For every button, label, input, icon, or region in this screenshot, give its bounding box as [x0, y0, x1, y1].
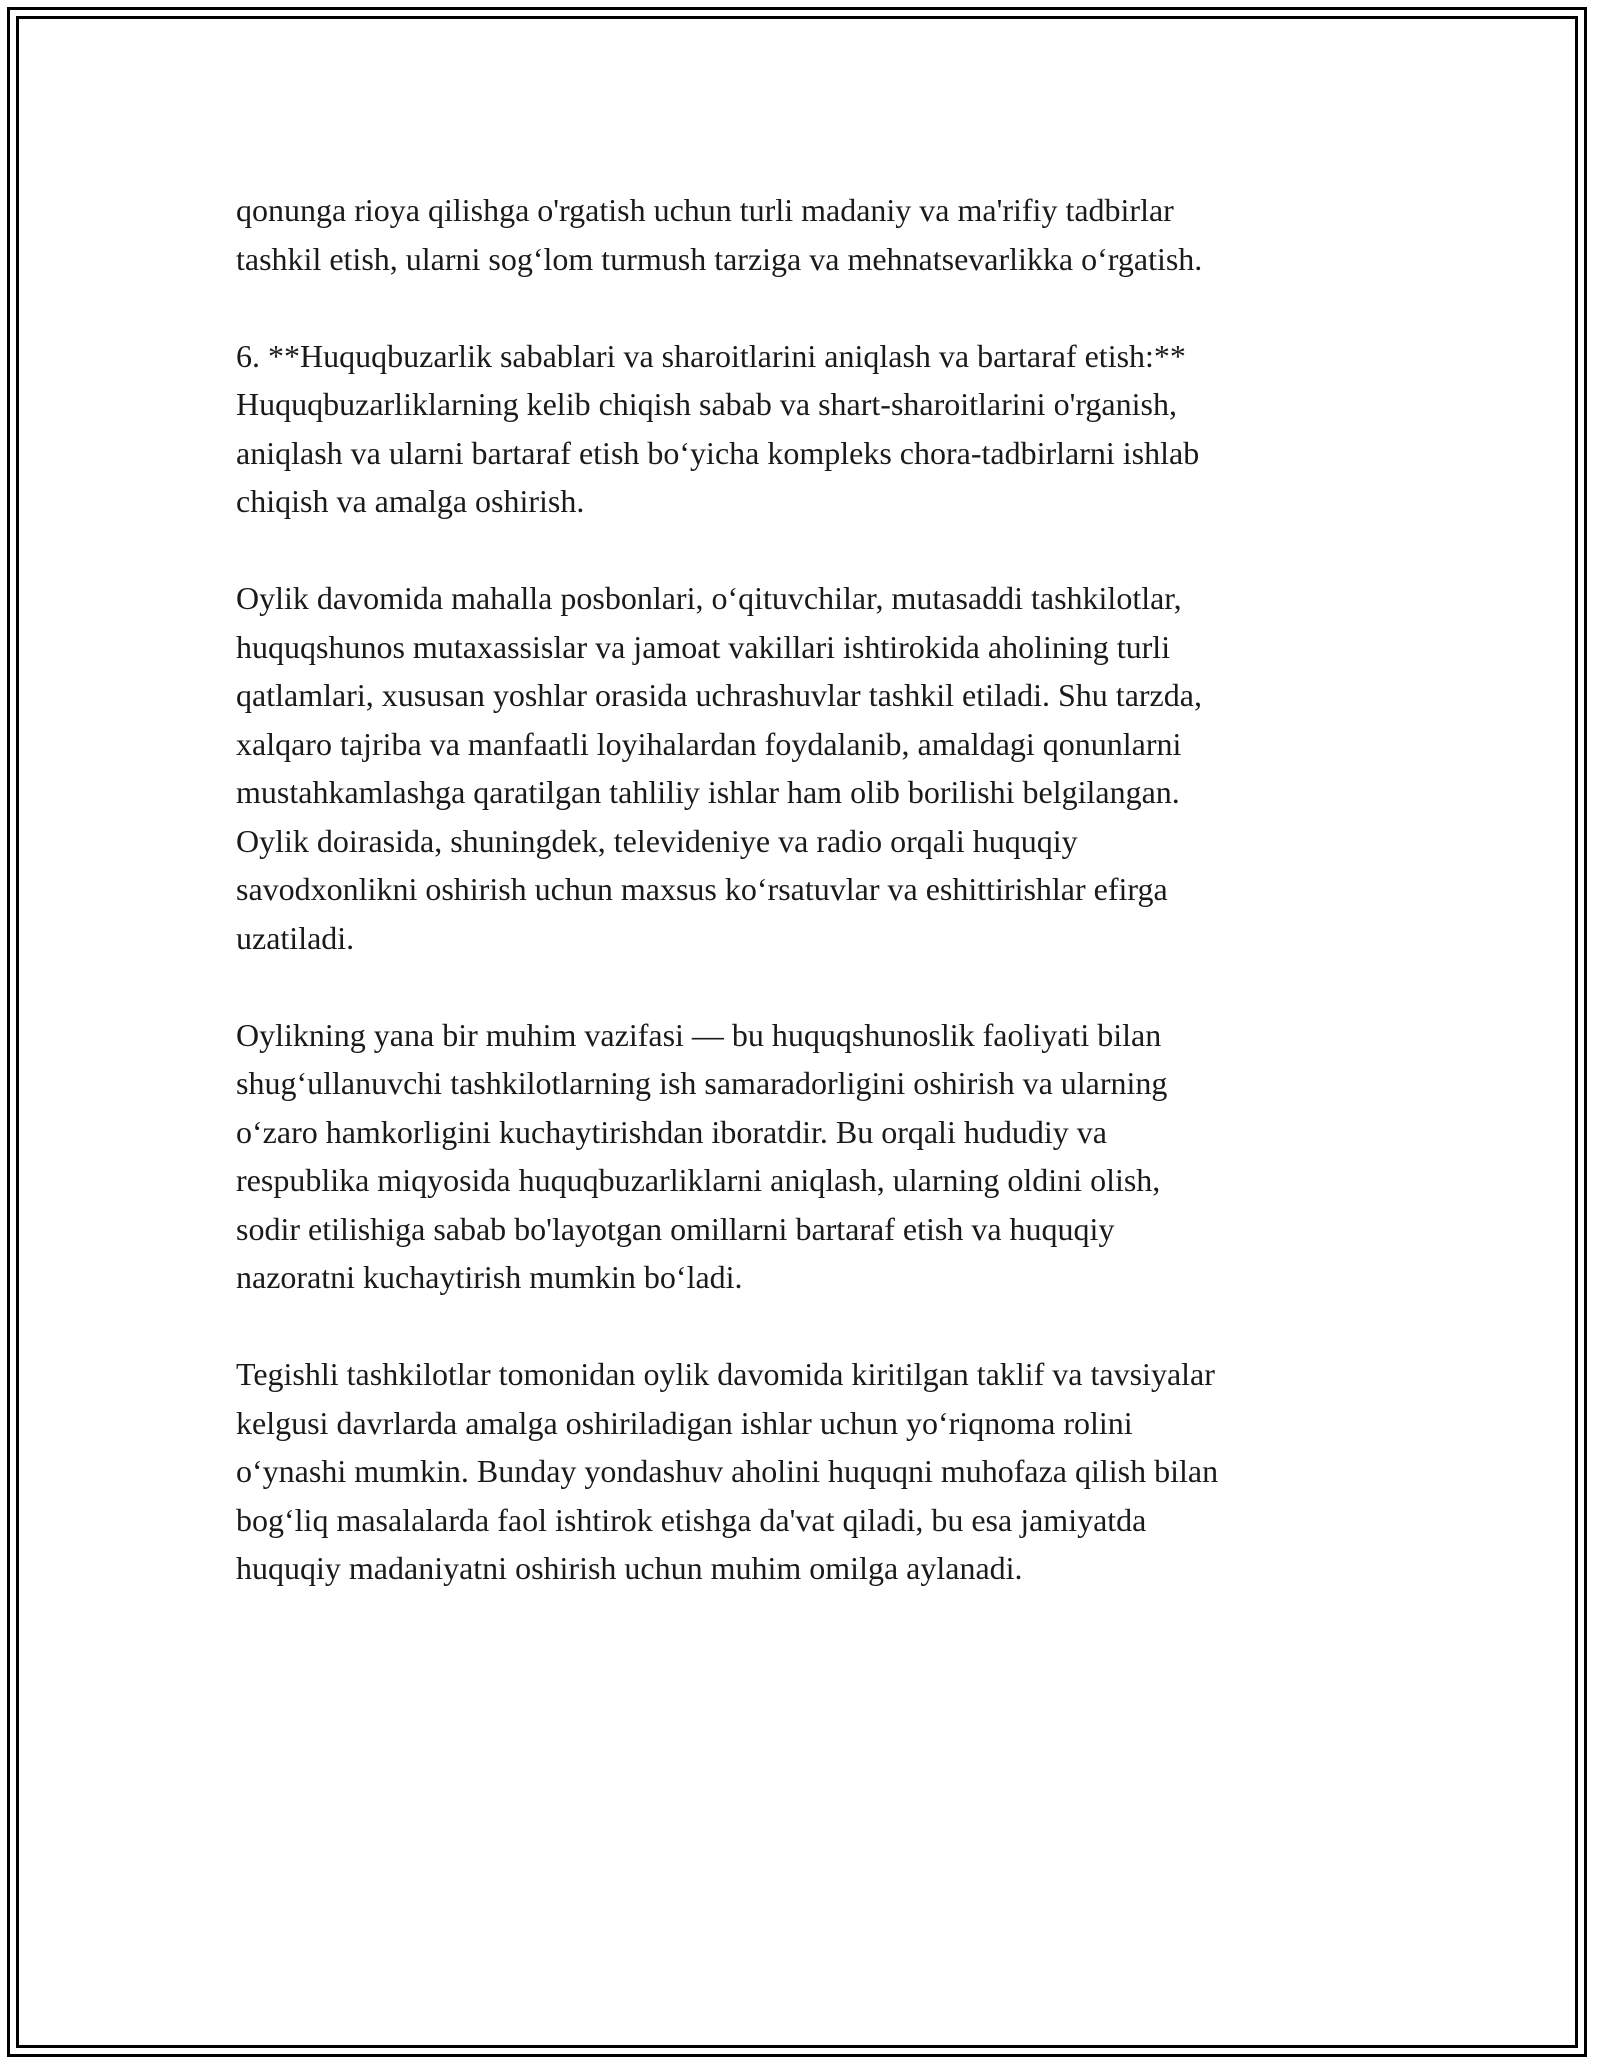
paragraph-1: qonunga rioya qilishga o'rgatish uchun turli madaniy va ma'rifiy tadbirlar tashkil etish, ularni sog‘lom turmush tarziga va mehnatsevarlikka o‘rgatish. [236, 192, 1203, 277]
paragraph-4: Oylikning yana bir muhim vazifasi — bu huquqshunoslik faoliyati bilan shug‘ullanuvchi tashkilotlarning ish samaradorligini oshirish va ularning o‘zaro hamkorligini kuchaytirishdan iboratdir. Bu orqali hududiy va respublika miqyosida huquqbuzarliklarni aniqlash, ularning oldini olish, sodir etilishiga sabab bo'layotgan omillarni bartaraf etish va huquqiy nazoratni kuchaytirish mumkin bo‘ladi. [236, 1016, 1168, 1295]
paragraph-5: Tegishli tashkilotlar tomonidan oylik davomida kiritilgan taklif va tavsiyalar kelgusi davrlarda amalga oshiriladigan ishlar uchun yo‘riqnoma rolini o‘ynashi mumkin. Bunday yondashuv aholini huquqni muhofaza qilish bilan bog‘liq masalalarda faol ishtirok etishga da'vat qiladi, bu esa jamiyatda huquqiy madaniyatni oshirish uchun muhim omilga aylanadi. [236, 1356, 1219, 1586]
paragraph-2-numbered-item: 6. **Huquqbuzarlik sabablari va sharoitlarini aniqlash va bartaraf etish:** Huquqbuzarliklarning kelib chiqish sabab va shart-sharoitlarini o'rganish, aniqlash va ularni bartaraf etish bo‘yicha kompleks chora-tadbirlarni ishlab chiqish va amalga oshirish. [236, 337, 1200, 519]
document-body [236, 186, 1376, 1641]
paragraph-3: Oylik davomida mahalla posbonlari, o‘qituvchilar, mutasaddi tashkilotlar, huquqshunos mutaxassislar va jamoat vakillari ishtirokida aholining turli qatlamlari, xususan yoshlar orasida uchrashuvlar tashkil etiladi. Shu tarzda, xalqaro tajriba va manfaatli loyihalardan foydalanib, amaldagi qonunlarni mustahkamlashga qaratilgan tahliliy ishlar ham olib borilishi belgilangan. Oylik doirasida, shuningdek, televideniye va radio orqali huquqiy savodxonlikni oshirish uchun maxsus ko‘rsatuvlar va eshittirishlar efirga uzatiladi. [236, 580, 1202, 956]
